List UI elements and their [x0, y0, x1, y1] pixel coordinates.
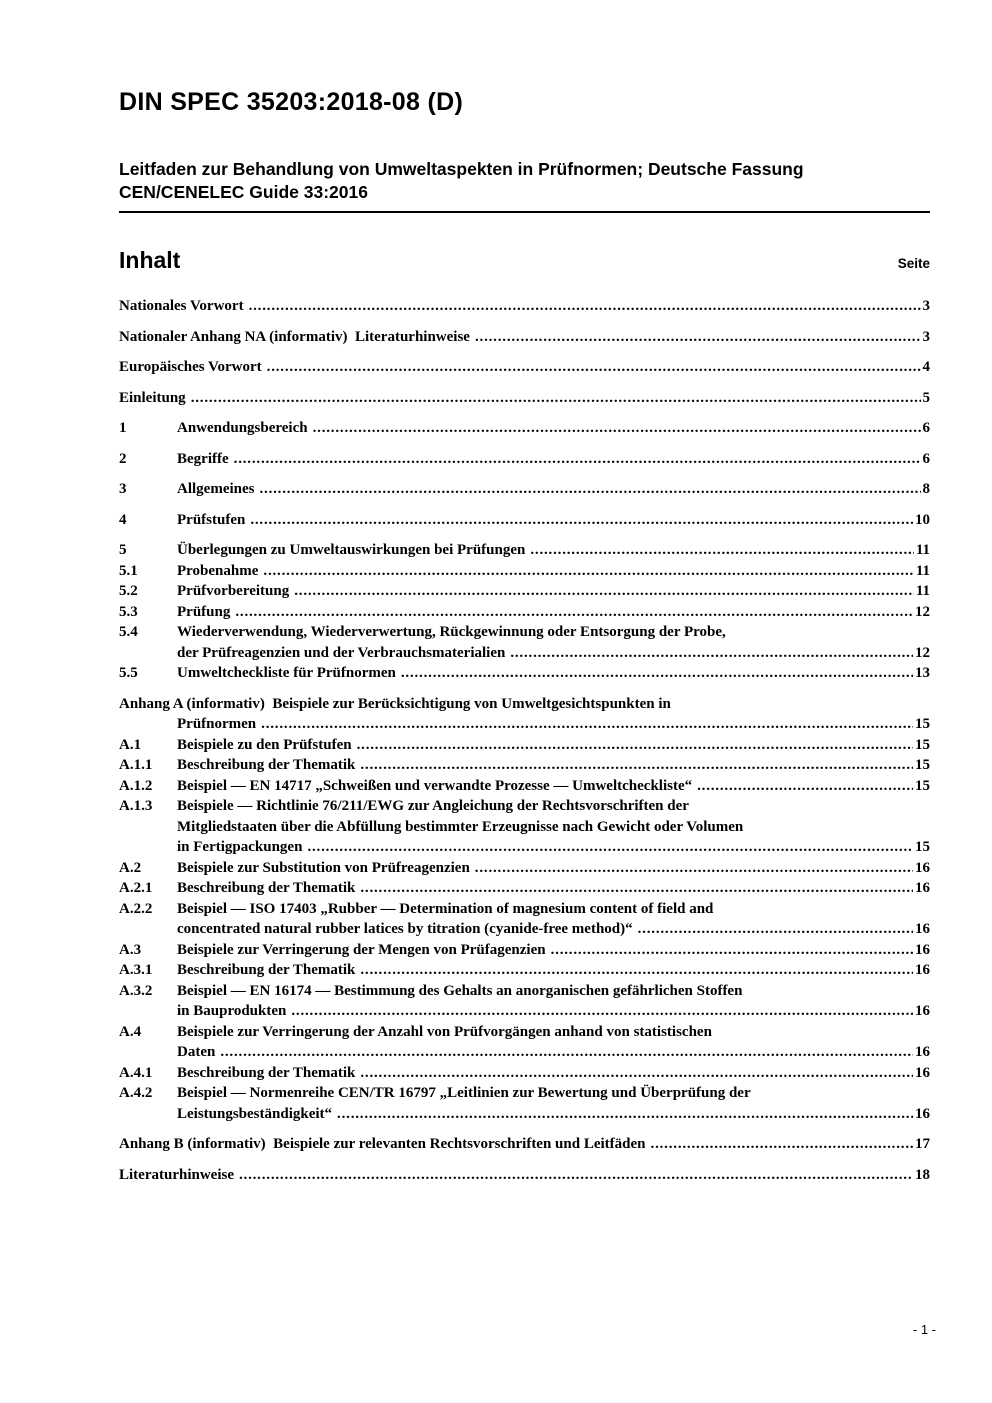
toc-entry-body	[177, 540, 930, 561]
dot-leader	[551, 940, 913, 961]
toc-entry-title: Europäisches Vorwort	[119, 359, 262, 375]
toc-entry-line	[177, 663, 930, 684]
dot-leader	[357, 735, 913, 756]
toc-entry-page: 17	[915, 1136, 930, 1152]
toc-entry-number: 5.4	[119, 624, 138, 640]
toc-entry-line	[177, 981, 930, 1002]
toc-heading: Inhalt	[119, 247, 181, 273]
dot-leader	[475, 858, 913, 879]
toc-entry-number: A.2	[119, 859, 142, 876]
toc-entry-title: Beispiele zur Verringerung der Mengen von Prüfagenzien	[177, 941, 546, 958]
toc-entry-number: 5	[119, 542, 127, 558]
dot-leader	[249, 296, 921, 317]
toc-entry-title: Beispiel — EN 14717 „Schweißen und verwandte Prozesse — Umweltcheckliste“	[177, 777, 693, 794]
toc-entry-number: A.4	[119, 1023, 142, 1040]
toc-entry-line	[177, 1042, 930, 1063]
toc-entry-number: 5.3	[119, 603, 138, 620]
dot-leader	[313, 418, 921, 439]
toc-entry-page: 13	[915, 665, 930, 681]
dot-leader	[234, 449, 921, 470]
toc-entry-title: Beispiel — Normenreihe CEN/TR 16797 „Leitlinien zur Bewertung und Überprüfung der	[177, 1085, 751, 1101]
toc-entry-title: in Bauprodukten	[177, 1003, 287, 1019]
toc-entry-title: Prüfnormen	[177, 716, 257, 732]
dot-leader	[259, 479, 920, 500]
toc-entry-line	[177, 899, 930, 920]
toc-entry-body	[177, 581, 930, 602]
toc-entry-body	[119, 327, 930, 348]
toc-entry-title: Beispiele zur Substitution von Prüfreagenzien	[177, 859, 470, 876]
toc-entry-line	[177, 581, 930, 602]
toc-entry-line	[177, 755, 930, 776]
toc-entry	[119, 1165, 930, 1186]
toc-header	[119, 246, 930, 274]
toc-entry-title: Beispiele zur Verringerung der Anzahl von Prüfvorgängen anhand von statistischen	[177, 1023, 712, 1040]
dot-leader	[294, 581, 914, 602]
toc-entry	[119, 622, 930, 663]
toc-entry-body	[177, 1083, 930, 1124]
toc-entry-body	[119, 694, 930, 735]
toc-entry-title: Daten	[177, 1044, 216, 1060]
dot-leader	[239, 1165, 913, 1186]
toc-entry	[119, 357, 930, 378]
toc-entry-number: 5.1	[119, 562, 138, 579]
toc-entry-body	[177, 449, 930, 470]
toc-entry	[119, 561, 930, 582]
toc-entry-title: Anhang A (informativ) Beispiele zur Berücksichtigung von Umweltgesichtspunkten in	[119, 695, 671, 712]
dot-leader	[360, 960, 913, 981]
toc-entry-body	[177, 776, 930, 797]
dot-leader	[651, 1134, 913, 1155]
toc-entry-body	[177, 981, 930, 1022]
toc-entry-title: Mitgliedstaaten über die Abfüllung bestimmter Erzeugnisse nach Gewicht oder Volumen	[177, 818, 744, 835]
dot-leader	[475, 327, 921, 348]
document-subtitle-line-2: CEN/CENELEC Guide 33:2016	[119, 182, 368, 202]
toc-entry-number: A.1.1	[119, 757, 153, 773]
toc-entry-line	[177, 940, 930, 961]
toc-entry-body	[177, 960, 930, 981]
toc-entry-page: 16	[915, 941, 930, 958]
toc-entry-title: Begriffe	[177, 450, 229, 467]
toc-entry-page: 8	[922, 481, 930, 497]
toc-entry	[119, 960, 930, 981]
toc-entry-body	[119, 388, 930, 409]
toc-entry	[119, 602, 930, 623]
toc-entry-line	[177, 1063, 930, 1084]
toc-entry-page: 10	[915, 511, 930, 528]
toc-entry	[119, 388, 930, 409]
toc-entry-page: 3	[922, 328, 930, 345]
dot-leader	[307, 837, 913, 858]
toc-entry	[119, 776, 930, 797]
document-subtitle	[119, 158, 930, 204]
dot-leader	[191, 388, 921, 409]
toc-entry-page: 16	[915, 1003, 930, 1019]
toc-entry-line	[177, 622, 930, 643]
dot-leader	[220, 1042, 913, 1063]
toc-entry-page: 16	[915, 1064, 930, 1081]
toc-entry-body	[119, 357, 930, 378]
toc-entry-number: A.2.1	[119, 880, 153, 896]
toc-entry-number: A.4.1	[119, 1064, 153, 1081]
toc-entry-line	[177, 449, 930, 470]
toc-entry-body	[177, 796, 930, 858]
toc-entry-line	[177, 1001, 930, 1022]
toc-entry-number: 3	[119, 481, 127, 497]
toc-entry-line	[177, 1104, 930, 1125]
table-of-contents	[119, 296, 930, 1185]
toc-entry-title: Allgemeines	[177, 481, 255, 497]
toc-entry-title: Beschreibung der Thematik	[177, 880, 356, 896]
toc-entry-line	[119, 327, 930, 348]
dot-leader	[261, 714, 913, 735]
toc-entry-number: A.3.1	[119, 962, 153, 978]
toc-entry-line	[177, 561, 930, 582]
toc-entry-title: Überlegungen zu Umweltauswirkungen bei Prüfungen	[177, 542, 526, 558]
toc-entry	[119, 479, 930, 500]
toc-entry-title: Anhang B (informativ) Beispiele zur relevanten Rechtsvorschriften und Leitfäden	[119, 1136, 646, 1152]
toc-entry	[119, 858, 930, 879]
toc-entry	[119, 878, 930, 899]
toc-entry-line	[119, 694, 930, 715]
dot-leader	[263, 561, 913, 582]
toc-entry-body	[177, 1022, 930, 1063]
toc-entry-line	[119, 1134, 930, 1155]
toc-entry-page: 15	[915, 716, 930, 732]
toc-entry-title: Beschreibung der Thematik	[177, 757, 356, 773]
toc-entry-line	[119, 714, 930, 735]
toc-entry-page: 16	[915, 962, 930, 978]
toc-entry-line	[177, 643, 930, 664]
toc-entry-page: 6	[922, 420, 930, 436]
toc-entry	[119, 663, 930, 684]
toc-entry-title: Beispiele — Richtlinie 76/211/EWG zur Angleichung der Rechtsvorschriften der	[177, 798, 689, 814]
toc-entry-page: 16	[915, 880, 930, 896]
toc-entry-line	[177, 858, 930, 879]
toc-entry-body	[177, 561, 930, 582]
toc-entry-number: A.1.2	[119, 777, 153, 794]
dot-leader	[401, 663, 913, 684]
toc-entry	[119, 296, 930, 317]
toc-entry-title: Beschreibung der Thematik	[177, 1064, 356, 1081]
toc-entry-line	[177, 735, 930, 756]
toc-entry-line	[177, 878, 930, 899]
toc-entry-number: A.4.2	[119, 1085, 153, 1101]
dot-leader	[250, 510, 913, 531]
dot-leader	[638, 919, 913, 940]
toc-entry-title: Literaturhinweise	[119, 1166, 234, 1183]
toc-entry-page: 5	[922, 389, 930, 406]
dot-leader	[291, 1001, 913, 1022]
dot-leader	[337, 1104, 913, 1125]
toc-entry	[119, 327, 930, 348]
toc-entry-body	[177, 899, 930, 940]
toc-entry	[119, 755, 930, 776]
toc-entry-line	[177, 960, 930, 981]
toc-entry-line	[177, 776, 930, 797]
toc-entry-page: 18	[915, 1166, 930, 1183]
dot-leader	[697, 776, 913, 797]
toc-entry-title: Beschreibung der Thematik	[177, 962, 356, 978]
toc-entry-title: Prüfstufen	[177, 511, 246, 528]
toc-entry-number: 2	[119, 450, 127, 467]
toc-entry-page: 15	[915, 777, 930, 794]
toc-entry-body	[177, 622, 930, 663]
toc-entry-page: 3	[922, 298, 930, 314]
toc-entry-line	[177, 602, 930, 623]
toc-entry-body	[177, 510, 930, 531]
toc-entry-page: 15	[915, 736, 930, 753]
toc-entry-title: concentrated natural rubber latices by titration (cyanide-free method)“	[177, 921, 633, 937]
toc-entry-title: Beispiele zu den Prüfstufen	[177, 736, 352, 753]
toc-entry-line	[177, 540, 930, 561]
toc-entry-body	[177, 755, 930, 776]
toc-entry-page: 11	[915, 542, 930, 558]
toc-entry-number: A.3	[119, 941, 142, 958]
toc-entry	[119, 510, 930, 531]
toc-entry	[119, 449, 930, 470]
toc-entry	[119, 694, 930, 735]
toc-entry-body	[177, 878, 930, 899]
toc-entry-page: 12	[915, 644, 930, 661]
toc-entry-number: A.1	[119, 736, 142, 753]
toc-entry-title: Umweltcheckliste für Prüfnormen	[177, 665, 396, 681]
toc-entry-title: Leistungsbeständigkeit“	[177, 1105, 333, 1122]
toc-entry-number: 1	[119, 420, 127, 436]
toc-entry	[119, 796, 930, 858]
toc-entry-number: A.1.3	[119, 798, 153, 814]
toc-entry-line	[177, 1022, 930, 1043]
toc-entry-page: 16	[915, 859, 930, 876]
page-footer	[913, 1322, 936, 1337]
toc-entry-title: Probenahme	[177, 562, 259, 579]
toc-entry-body	[119, 296, 930, 317]
toc-entry-page: 16	[915, 1044, 930, 1060]
toc-entry-title: Prüfvorbereitung	[177, 583, 290, 599]
toc-entry-page: 15	[915, 757, 930, 773]
toc-entry-title: Wiederverwendung, Wiederverwertung, Rückgewinnung oder Entsorgung der Probe,	[177, 624, 726, 640]
toc-entry-line	[177, 418, 930, 439]
toc-entry	[119, 1063, 930, 1084]
toc-entry-line	[177, 1083, 930, 1104]
toc-entry-page: 12	[915, 603, 930, 620]
toc-entry-number: A.2.2	[119, 900, 153, 917]
dot-leader	[267, 357, 921, 378]
toc-entry-page: 16	[915, 921, 930, 937]
header-divider	[119, 211, 930, 213]
dot-leader	[510, 643, 913, 664]
toc-entry	[119, 581, 930, 602]
toc-entry-page: 15	[915, 839, 930, 855]
toc-entry-body	[177, 602, 930, 623]
dot-leader	[530, 540, 913, 561]
toc-entry-body	[177, 940, 930, 961]
toc-entry-title: der Prüfreagenzien und der Verbrauchsmaterialien	[177, 644, 506, 661]
toc-entry-number: 4	[119, 511, 127, 528]
toc-entry-body	[177, 1063, 930, 1084]
toc-entry-line	[177, 817, 930, 838]
toc-entry-body	[177, 735, 930, 756]
toc-entry-line	[177, 510, 930, 531]
toc-entry-body	[177, 858, 930, 879]
toc-entry-title: Beispiel — EN 16174 — Bestimmung des Gehalts an anorganischen gefährlichen Stoffen	[177, 982, 743, 999]
document-title: DIN SPEC 35203:2018-08 (D)	[119, 88, 464, 116]
toc-entry	[119, 940, 930, 961]
dot-leader	[360, 1063, 913, 1084]
toc-entry-title: Prüfung	[177, 603, 231, 620]
toc-entry-body	[119, 1134, 930, 1155]
toc-entry	[119, 1083, 930, 1124]
toc-entry-page: 4	[922, 359, 930, 375]
toc-entry-number: 5.5	[119, 665, 138, 681]
toc-entry-body	[119, 1165, 930, 1186]
toc-entry	[119, 981, 930, 1022]
page-number: - 1 -	[912, 1322, 936, 1337]
toc-entry-line	[119, 1165, 930, 1186]
toc-entry	[119, 1022, 930, 1063]
toc-entry-body	[177, 418, 930, 439]
toc-entry-line	[177, 837, 930, 858]
toc-entry-page: 16	[915, 1105, 930, 1122]
toc-entry-page: 11	[915, 562, 930, 579]
toc-entry-line	[177, 479, 930, 500]
toc-entry	[119, 540, 930, 561]
document-subtitle-line-1: Leitfaden zur Behandlung von Umweltaspekten in Prüfnormen; Deutsche Fassung	[119, 159, 804, 179]
toc-entry-title: Beispiel — ISO 17403 „Rubber — Determination of magnesium content of field and	[177, 900, 714, 917]
toc-entry-body	[177, 663, 930, 684]
toc-entry-line	[119, 357, 930, 378]
toc-entry-title: Einleitung	[119, 389, 186, 406]
toc-entry-number: A.3.2	[119, 982, 153, 999]
toc-entry-page: 6	[922, 450, 930, 467]
toc-entry-line	[119, 296, 930, 317]
toc-entry-page: 11	[915, 583, 930, 599]
toc-entry	[119, 418, 930, 439]
toc-page-column-label: Seite	[897, 256, 930, 271]
toc-entry	[119, 1134, 930, 1155]
toc-entry	[119, 899, 930, 940]
toc-entry-line	[119, 388, 930, 409]
toc-entry-body	[177, 479, 930, 500]
toc-entry-line	[177, 919, 930, 940]
toc-entry-number: 5.2	[119, 583, 138, 599]
toc-entry-line	[177, 796, 930, 817]
dot-leader	[360, 878, 913, 899]
toc-entry-title: Nationales Vorwort	[119, 298, 244, 314]
toc-entry-title: Anwendungsbereich	[177, 420, 308, 436]
dot-leader	[360, 755, 913, 776]
toc-entry-title: in Fertigpackungen	[177, 839, 303, 855]
toc-entry	[119, 735, 930, 756]
dot-leader	[235, 602, 913, 623]
toc-entry-title: Nationaler Anhang NA (informativ) Literaturhinweise	[119, 328, 470, 345]
